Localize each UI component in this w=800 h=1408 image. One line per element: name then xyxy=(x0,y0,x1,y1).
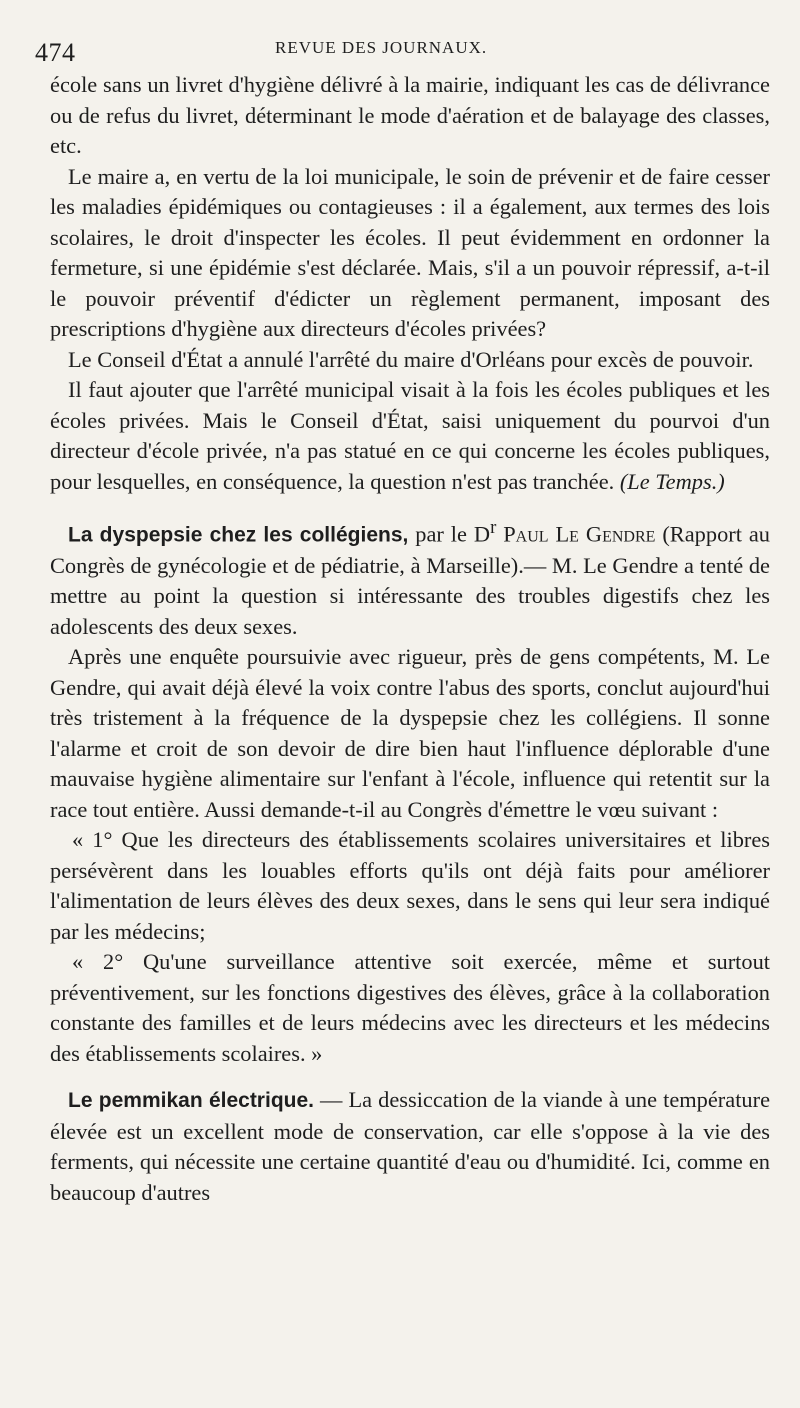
paragraph-enquete: Après une enquête poursuivie avec rigueur, près de gens compétents, M. Le Gendre, qui avait déjà élevé la voix contre l'abus des sports, conclut aujourd'hui très tristement à la fréquence de la dyspepsie chez les collégiens. Il sonne l'alarme et croit de son devoir de dire bien haut l'influence déplorable d'une mauvaise hygiène alimentaire sur l'enfant à l'école, influence qui retentit sur la race tout entière. Aussi demande-t-il au Congrès d'émettre le vœu suivant : xyxy=(50,644,770,822)
running-head: REVUE DES JOURNAUX. xyxy=(275,38,488,57)
section-heading-pemmikan: Le pemmikan électrique. xyxy=(68,1089,314,1113)
byline-sup: r xyxy=(490,517,497,538)
section-dyspepsie-intro xyxy=(50,513,770,642)
paragraph-arrete-text: Il faut ajouter que l'arrêté municipal visait à la fois les écoles publiques et les écoles privées. Mais le Conseil d'État, saisi uniquement du pourvoi d'un directeur d'école privée, n'a pas statué en ce qui concerne les écoles publiques, pour lesquelles, en conséquence, la question n'est pas tranchée. xyxy=(50,377,770,494)
paragraph-livret: école sans un livret d'hygiène délivré à la mairie, indiquant les cas de délivrance ou de refus du livret, déterminant le mode d'aération et de balayage des classes, etc. xyxy=(50,72,770,158)
page-number: 474 xyxy=(35,38,76,67)
quote-voeu-2: « 2° Qu'une surveillance attentive soit exercée, même et surtout préventivement, sur les fonctions digestives des élèves, grâce à la collaboration constante des familles et de leurs médecins avec les directeurs et les médecins des établissements scolaires. » xyxy=(50,949,770,1066)
page-header xyxy=(35,28,770,68)
author-name: Paul Le Gendre xyxy=(496,521,656,547)
section-heading-dyspepsie: La dyspepsie chez les collégiens, xyxy=(68,523,409,547)
source-citation: (Le Temps.) xyxy=(619,468,725,494)
pemmikan-text: — La dessiccation de la viande à une température élevée est un excellent mode de conservation, car elle s'oppose à la vie des ferments, qui nécessite une certaine quantité d'eau ou d'humidité. Ici, comme en beaucoup d'autres xyxy=(50,1087,771,1205)
quote-voeu-1: « 1° Que les directeurs des établissements scolaires universitaires et libres persévèrent dans les louables efforts qu'ils ont déjà faits pour améliorer l'alimentation de leurs élèves des deux sexes, dans le sens qui leur sera indiqué par les médecins; xyxy=(50,827,770,944)
paragraph-arrete xyxy=(50,375,770,497)
paragraph-maire: Le maire a, en vertu de la loi municipale, le soin de prévenir et de faire cesser les maladies épidémiques ou contagieuses : il a également, aux termes des lois scolaires, le droit d'inspecter les écoles. Il peut évidemment en ordonner la fermeture, si une épidémie s'est déclarée. Mais, s'il a un pouvoir répressif, a-t-il le pouvoir préventif d'édicter un règlement permanent, imposant des prescriptions d'hygiène aux directeurs d'écoles privées? xyxy=(50,163,770,341)
dyspepsie-intro-text: (Rapport au Congrès de gynécologie et de pédiatrie, à Marseille).— M. Le Gendre a tenté de mettre au point la question si intéressante des troubles digestifs chez les adolescents des deux sexes. xyxy=(50,521,771,639)
byline-prefix: par le D xyxy=(408,521,491,547)
paragraph-conseil-etat: Le Conseil d'État a annulé l'arrêté du maire d'Orléans pour excès de pouvoir. xyxy=(68,346,754,372)
section-pemmikan xyxy=(50,1085,770,1208)
